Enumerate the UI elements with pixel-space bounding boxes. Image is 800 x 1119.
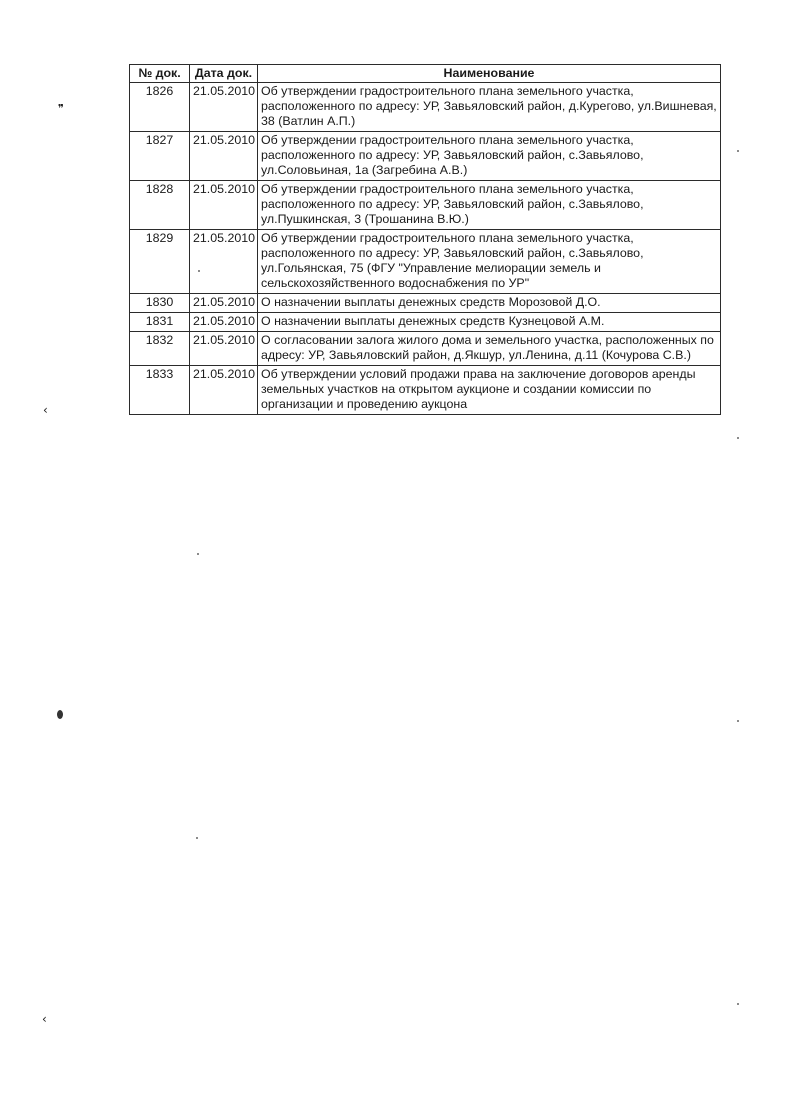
documents-table [129, 64, 721, 415]
scan-dot [737, 720, 739, 722]
table-row [130, 132, 721, 181]
scan-dot [737, 150, 739, 152]
table-row [130, 83, 721, 132]
doc-number: 1830 [130, 294, 190, 313]
table-row [130, 294, 721, 313]
doc-date: 21.05.2010 [190, 332, 258, 366]
doc-date: 21.05.2010 [190, 366, 258, 415]
scan-mark: ‹ [43, 403, 48, 417]
header-doc-title: Наименование [258, 65, 721, 83]
doc-title: Об утверждении условий продажи права на заключение договоров аренды земельных участков на открытом аукционе и создании комиссии по организации и проведению аукцона [258, 366, 721, 415]
doc-number: 1833 [130, 366, 190, 415]
doc-title: Об утверждении градостроительного плана земельного участка, расположенного по адресу: УР, Завьяловский район, д.Курегово, ул.Вишневая, 38 (Ватлин А.П.) [258, 83, 721, 132]
scan-mark: ❞ [58, 102, 64, 115]
doc-date: 21.05.2010 [190, 230, 258, 294]
table-row [130, 230, 721, 294]
scan-dot [737, 437, 739, 439]
table-body [130, 83, 721, 415]
header-row [130, 65, 721, 83]
doc-title: Об утверждении градостроительного плана земельного участка, расположенного по адресу: УР, Завьяловский район, с.Завьялово, ул.Пушкинская, 3 (Трошанина В.Ю.) [258, 181, 721, 230]
header-doc-number: № док. [130, 65, 190, 83]
table-row [130, 332, 721, 366]
doc-title: О назначении выплаты денежных средств Кузнецовой А.М. [258, 313, 721, 332]
doc-date: 21.05.2010 [190, 83, 258, 132]
doc-number: 1832 [130, 332, 190, 366]
doc-number: 1826 [130, 83, 190, 132]
table-row [130, 366, 721, 415]
doc-date: 21.05.2010 [190, 294, 258, 313]
doc-date: 21.05.2010 [190, 181, 258, 230]
doc-title: Об утверждении градостроительного плана земельного участка, расположенного по адресу: УР, Завьяловский район, с.Завьялово, ул.Соловьиная, 1а (Загребина А.В.) [258, 132, 721, 181]
doc-title: О назначении выплаты денежных средств Морозовой Д.О. [258, 294, 721, 313]
doc-date: 21.05.2010 [190, 313, 258, 332]
scan-dot [196, 837, 198, 839]
scan-mark: ‹ [42, 1012, 47, 1026]
doc-number: 1827 [130, 132, 190, 181]
scan-dot [737, 1003, 739, 1005]
doc-number: 1829 [130, 230, 190, 294]
scan-dot [198, 270, 200, 272]
doc-title: О согласовании залога жилого дома и земельного участка, расположенных по адресу: УР, Завьяловский район, д.Якшур, ул.Ленина, д.11 (Кочурова С.В.) [258, 332, 721, 366]
table-row [130, 181, 721, 230]
table-header [130, 65, 721, 83]
table-row [130, 313, 721, 332]
scan-dot [197, 553, 199, 555]
doc-date: 21.05.2010 [190, 132, 258, 181]
doc-number: 1831 [130, 313, 190, 332]
doc-title: Об утверждении градостроительного плана земельного участка, расположенного по адресу: УР, Завьяловский район, с.Завьялово, ул.Гольянская, 75 (ФГУ "Управление мелиорации земель и сельскохозяйственного водоснабжения по УР" [258, 230, 721, 294]
doc-number: 1828 [130, 181, 190, 230]
header-doc-date: Дата док. [190, 65, 258, 83]
scan-speck [57, 710, 63, 719]
